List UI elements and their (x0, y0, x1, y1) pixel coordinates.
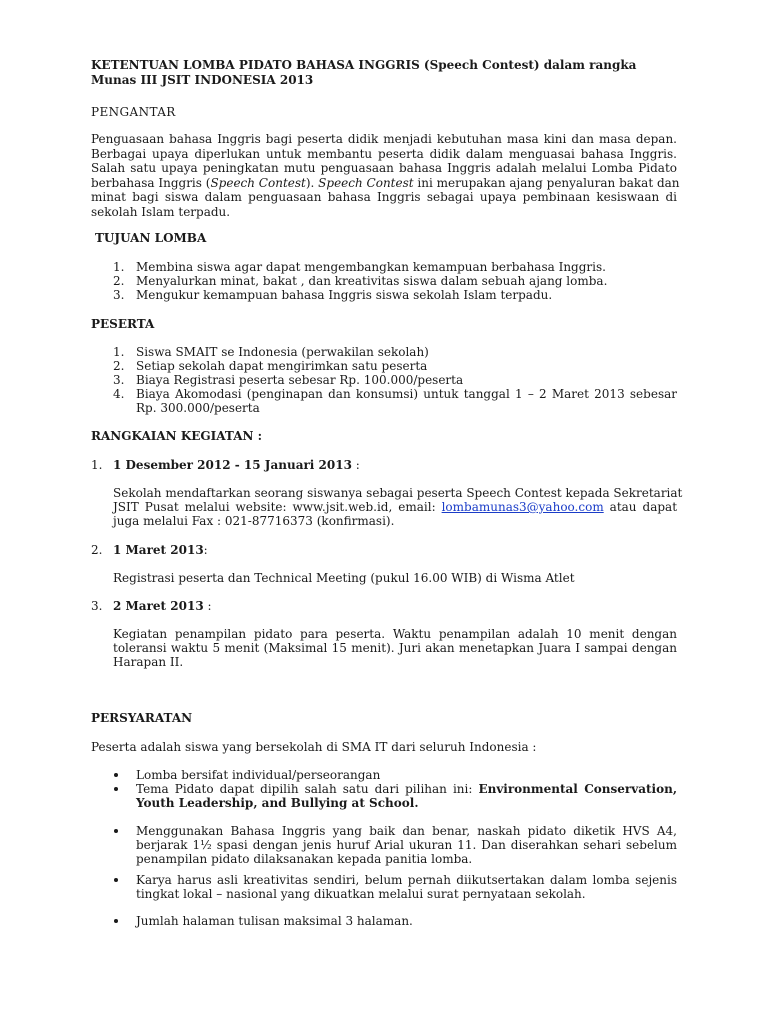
event-description-line: Harapan II. (113, 655, 184, 669)
requirement-item-continuation: tingkat lokal – nasional yang dikuatkan melalui surat pernyataan sekolah. (136, 887, 586, 901)
list-number: 3. (113, 288, 125, 302)
pengantar-line: Berbagai upaya diperlukan untuk membantu peserta didik dalam menguasai bahasa Inggris. (91, 146, 677, 161)
pengantar-line (91, 175, 680, 191)
event-description-text: atau dapat (603, 500, 678, 514)
pengantar-line: Penguasaan bahasa Inggris bagi peserta didik menjadi kebutuhan masa kini dan masa depan. (91, 132, 677, 146)
event-date-suffix: : (203, 599, 212, 613)
section-heading-persyaratan: PERSYARATAN (91, 711, 193, 725)
requirement-item: Lomba bersifat individual/perseorangan (136, 768, 381, 782)
list-item: Setiap sekolah dapat mengirimkan satu peserta (136, 359, 428, 373)
persyaratan-intro: Peserta adalah siswa yang bersekolah di SMA IT dari seluruh Indonesia : (91, 740, 537, 754)
requirement-item-continuation: berjarak 1½ spasi dengan jenis huruf Arial ukuran 11. Dan diserahkan sehari sebelum (136, 838, 677, 852)
section-heading-tujuan: TUJUAN LOMBA (95, 231, 207, 245)
list-item: Biaya Akomodasi (penginapan dan konsumsi) untuk tanggal 1 – 2 Maret 2013 sebesar (136, 387, 677, 401)
pengantar-text: berbahasa Inggris ( (91, 175, 211, 190)
pengantar-text: ini merupakan ajang penyaluran bakat dan (413, 175, 680, 190)
requirement-text: Tema Pidato dapat dipilih salah satu dari pilihan ini: (136, 782, 479, 796)
theme-options: Environmental Conservation, (478, 782, 677, 796)
list-number: 1. (91, 458, 103, 472)
event-date-3 (113, 599, 212, 613)
requirement-item: Karya harus asli kreativitas sendiri, belum pernah diikutsertakan dalam lomba sejenis (136, 873, 677, 887)
pengantar-line: Salah satu upaya peningkatan mutu penguasaan bahasa Inggris adalah melalui Lomba Pidato (91, 161, 677, 176)
requirement-item: Menggunakan Bahasa Inggris yang baik dan benar, naskah pidato diketik HVS A4, (136, 824, 677, 838)
list-item: Membina siswa agar dapat mengembangkan kemampuan berbahasa Inggris. (136, 260, 606, 274)
event-description-text: JSIT Pusat melalui website: www.jsit.web.id, email: (113, 500, 442, 514)
list-number: 3. (113, 373, 125, 387)
pengantar-line: minat bagi siswa dalam penguasaan bahasa Inggris sebagai upaya pembinaan kesiswaan di (91, 190, 677, 205)
list-item: Mengukur kemampuan bahasa Inggris siswa sekolah Islam terpadu. (136, 288, 553, 302)
speech-contest-term: Speech Contest (318, 175, 414, 190)
event-description-line: Kegiatan penampilan pidato para peserta. Waktu penampilan adalah 10 menit dengan (113, 627, 677, 641)
list-number: 1. (113, 345, 125, 359)
list-number: 2. (113, 359, 125, 373)
event-date-text: 2 Maret 2013 (113, 599, 204, 613)
requirement-item: Jumlah halaman tulisan maksimal 3 halaman. (136, 914, 413, 928)
event-description-line (113, 500, 677, 514)
requirement-item-continuation: penampilan pidato dilaksanakan kepada panitia lomba. (136, 852, 473, 866)
theme-options-continuation: Youth Leadership, and Bullying at School. (136, 796, 419, 810)
event-date-suffix: : (351, 458, 360, 472)
bullet-icon (114, 773, 118, 777)
event-date-2 (113, 543, 208, 557)
list-item: Menyalurkan minat, bakat , dan kreativitas siswa dalam sebuah ajang lomba. (136, 274, 608, 288)
event-description-line: juga melalui Fax : 021-87716373 (konfirmasi). (113, 514, 395, 528)
event-date-1 (113, 458, 360, 472)
section-heading-rangkaian: RANGKAIAN KEGIATAN : (91, 429, 263, 443)
event-date-text: 1 Desember 2012 - 15 Januari 2013 (113, 458, 352, 472)
section-heading-pengantar: PENGANTAR (91, 105, 176, 119)
event-description-line: Sekolah mendaftarkan seorang siswanya sebagai peserta Speech Contest kepada Sekretariat (113, 486, 683, 500)
email-link[interactable]: lombamunas3@yahoo.com (441, 500, 604, 514)
bullet-icon (114, 787, 118, 791)
pengantar-text: ). (305, 175, 319, 190)
event-description-line: toleransi waktu 5 menit (Maksimal 15 menit). Juri akan menetapkan Juara I sampai dengan (113, 641, 677, 655)
list-number: 3. (91, 599, 103, 613)
bullet-icon (114, 829, 118, 833)
requirement-item (136, 782, 677, 796)
event-description-line: Registrasi peserta dan Technical Meeting (pukul 16.00 WIB) di Wisma Atlet (113, 571, 575, 585)
pengantar-paragraph (91, 132, 680, 220)
list-item: Siswa SMAIT se Indonesia (perwakilan sekolah) (136, 345, 429, 359)
event-date-text: 1 Maret 2013 (113, 543, 204, 557)
list-number: 1. (113, 260, 125, 274)
document-title-line1: KETENTUAN LOMBA PIDATO BAHASA INGGRIS (Speech Contest) dalam rangka (91, 58, 637, 72)
document-title-line2: Munas III JSIT INDONESIA 2013 (91, 73, 314, 87)
list-item: Biaya Registrasi peserta sebesar Rp. 100.000/peserta (136, 373, 464, 387)
bullet-icon (114, 919, 118, 923)
list-number: 2. (113, 274, 125, 288)
bullet-icon (114, 878, 118, 882)
list-number: 2. (91, 543, 103, 557)
speech-contest-term: Speech Contest (210, 175, 306, 190)
list-item-continuation: Rp. 300.000/peserta (136, 401, 260, 415)
list-number: 4. (113, 387, 125, 401)
event-date-suffix: : (203, 543, 208, 557)
section-heading-peserta: PESERTA (91, 317, 155, 331)
pengantar-line: sekolah Islam terpadu. (91, 204, 231, 219)
